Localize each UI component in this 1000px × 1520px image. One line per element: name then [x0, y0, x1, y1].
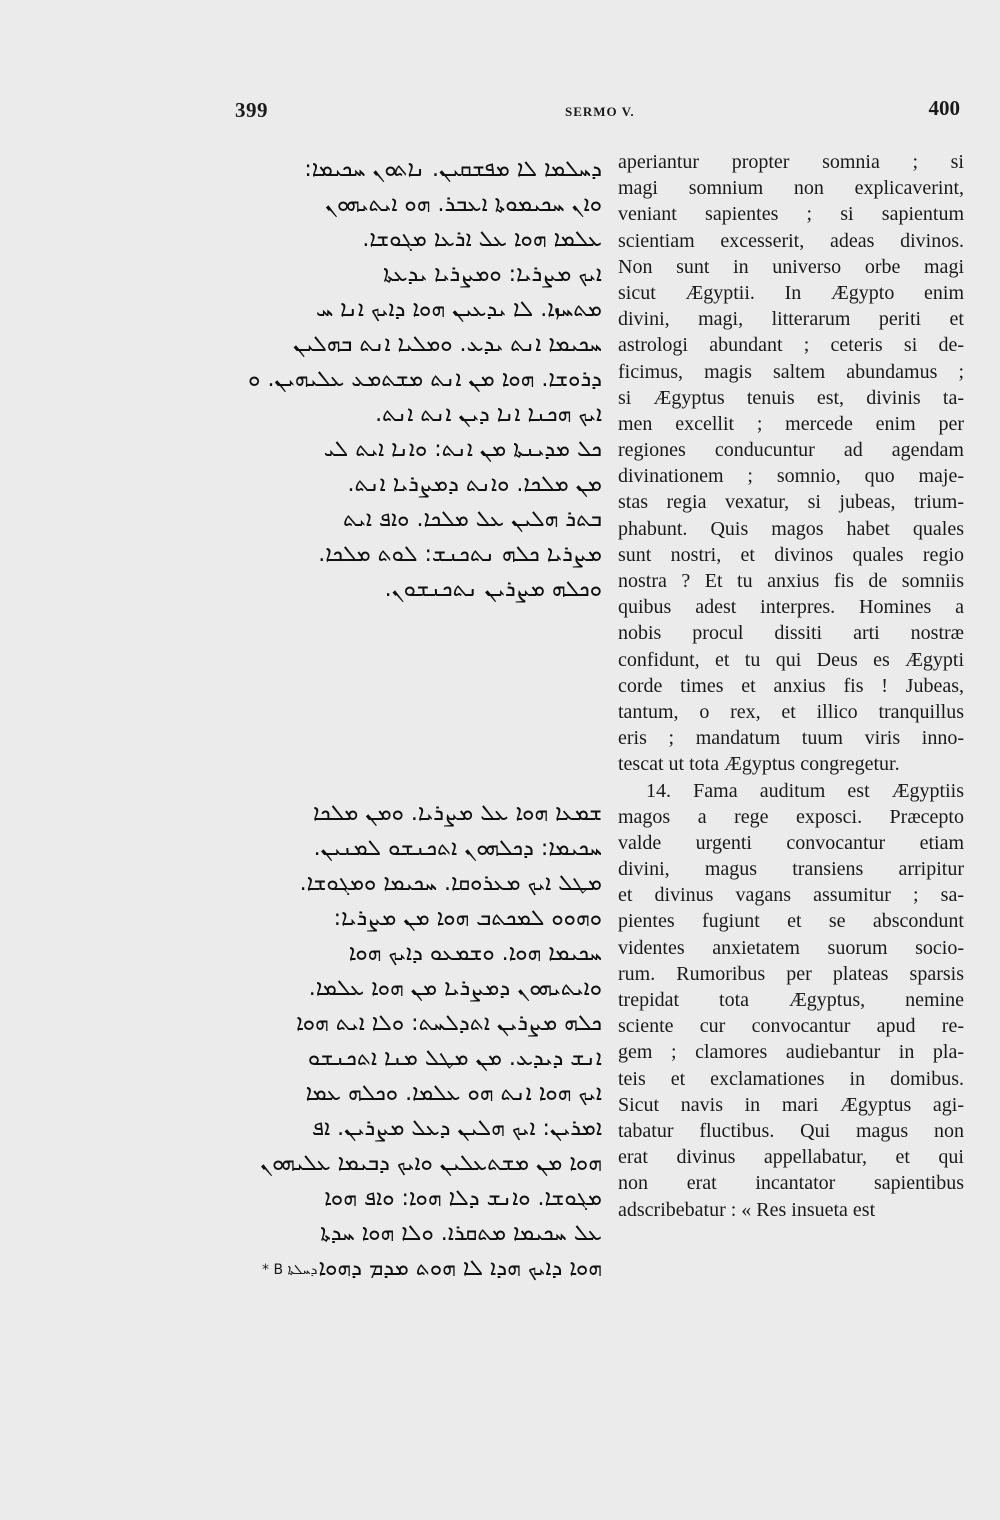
- latin-column: [618, 149, 964, 1223]
- syriac-text-line: ܚܟܝܡܐ: ܕܟܠܗܘܢ ܐܬܟܢܫܘ ܠܡܢܝܢ.: [313, 836, 602, 861]
- syriac-text-line: ܗܘܐ ܕܐܝܟ ܗܕܐ ܠܐ ܗܘܬ ܡܕܡ ܕܗܘܐ: [318, 1256, 602, 1281]
- latin-text-line: divinationem ; somnio, quo maje-: [618, 465, 964, 488]
- latin-text-line: ficimus, magis saltem abundamus ;: [618, 360, 964, 383]
- syriac-text-line: ܒܬܪ ܗܠܝܢ ܥܠ ܡܠܟܐ. ܘܐܦ ܐܝܬ: [342, 507, 602, 532]
- latin-text-line: pientes fugiunt et se abscondunt: [618, 910, 964, 933]
- latin-text-line: quibus adest interpres. Homines a: [618, 596, 964, 619]
- syriac-text-line: ܐܝܟ ܡܨܪܝܐ: ܘܡܨܪܝܐ ܝܕܥܬܐ: [383, 262, 602, 287]
- footnote: * B ܕܚܠܬܐ: [262, 1262, 318, 1278]
- latin-text-line: astrologi abundant ; ceteris si de-: [618, 334, 964, 357]
- syriac-text-line: ܚܟܝܡܐ ܐܢܬ ܝܕܥ. ܘܡܠܝܐ ܐܢܬ ܒܗܠܝܢ: [293, 332, 602, 357]
- latin-text-line: gem ; clamores audiebantur in pla-: [618, 1041, 964, 1064]
- latin-text-line: videntes anxietatem suorum socio-: [618, 936, 964, 959]
- syriac-text-line: ܚܟܝܡܐ ܗܘܐ. ܘܫܡܥܘ ܕܐܝܟ ܗܘܐ: [348, 941, 602, 966]
- latin-text-line: tantum, o rex, et illico tranquillus: [618, 700, 964, 723]
- syriac-text-line: ܐܝܟ ܗܘܐ ܐܢܬ ܗܘ ܥܠܡܐ. ܘܟܠܗ ܥܡܐ: [305, 1081, 602, 1106]
- page-header: [230, 98, 965, 138]
- latin-text-line: non erat incantator sapientibus: [618, 1172, 964, 1195]
- latin-text-line: trepidat tota Ægyptus, nemine: [618, 989, 964, 1011]
- syriac-column-lower: [232, 796, 602, 1286]
- syriac-text-line: ܘܐܝܬܝܗܘܢ ܕܡܨܪܝܐ ܡܢ ܗܘܐ ܥܠܡܐ.: [308, 976, 602, 1001]
- latin-text-line: tabatur fluctibus. Qui magus non: [618, 1119, 964, 1142]
- latin-text-line: stas regia vexatur, si jubeas, trium-: [618, 491, 964, 514]
- syriac-text-line: ܕܚܠܡܐ ܠܐ ܡܦܫܩܝܢ. ܢܐܬܘܢ ܚܟܝܡܐ:: [304, 157, 602, 182]
- latin-text-line: valde urgenti convocantur etiam: [618, 831, 964, 854]
- syriac-text-line: ܟܠܗ ܡܨܪܝܢ ܐܬܕܠܚܬ: ܘܠܐ ܐܝܬ ܗܘܐ: [296, 1011, 602, 1036]
- syriac-text-line: ܡܢ ܡܠܟܐ. ܘܐܢܬ ܕܡܨܪܝܐ ܐܢܬ.: [347, 472, 602, 497]
- latin-text-line: teis et exclamationes in domibus.: [618, 1067, 964, 1090]
- latin-text-line: veniant sapientes ; si sapientum: [618, 203, 964, 226]
- syriac-text-line: ܘܟܠܗ ܡܨܪܝܢ ܢܬܟܢܫܘܢ.: [384, 577, 602, 602]
- latin-text-line: si Ægyptus tenuis est, divinis ta-: [618, 386, 964, 409]
- syriac-text-line: ܘܐܢ ܚܟܝܡܘܬܐ ܐܥܒܪ. ܗܘ ܐܝܬܝܗܘܢ: [324, 192, 602, 217]
- latin-text-line: aperiantur propter somnia ; si: [618, 151, 964, 173]
- syriac-text-line: ܥܠܡܐ ܗܘܐ ܥܠ ܐܪܥܐ ܡܓܘܫܐ.: [362, 227, 602, 252]
- syriac-text-line: ܕܪܘܫܐ. ܗܘܐ ܡܢ ܐܢܬ ܡܫܬܡܥ ܥܠܝܗܝܢ. ܘ: [248, 367, 602, 392]
- syriac-text-line: ܐܡܪܝܢ: ܐܝܟ ܗܠܝܢ ܕܥܠ ܡܨܪܝܢ. ܐܦ: [311, 1116, 602, 1141]
- latin-text-line: Non sunt in universo orbe magi: [618, 255, 964, 278]
- latin-text-line: et divinus vagans assumitur ; sa-: [618, 884, 964, 907]
- latin-text-line: magi somnium non explicaverint,: [618, 177, 964, 200]
- running-title: SERMO V.: [565, 104, 635, 119]
- latin-text-line: phabunt. Quis magos habet quales: [618, 517, 964, 540]
- latin-text-line: regiones conducuntur ad agendam: [618, 439, 964, 462]
- latin-text-line: sunt nostri, et divinos quales regio: [618, 543, 964, 566]
- syriac-text-line: ܗܘܐ ܡܢ ܡܫܬܥܠܝܢ ܘܐܝܟ ܕܒܝܡܐ ܥܠܝܗܘܢ: [260, 1151, 602, 1176]
- latin-text-line: divini, magi, litterarum periti et: [618, 308, 964, 331]
- syriac-text-line: ܡܛܠ ܐܝܟ ܡܥܪܘܩܐ. ܚܟܝܡܐ ܘܡܓܘܫܐ.: [299, 871, 602, 896]
- latin-text-line: nobis procul dissiti arti nostræ: [618, 622, 964, 645]
- latin-text-line: erat divinus appellabatur, et qui: [618, 1146, 964, 1169]
- syriac-text-line: ܥܠ ܚܟܝܡܐ ܡܬܩܪܐ. ܘܠܐ ܗܘܐ ܚܕܬܐ: [320, 1221, 602, 1246]
- latin-text-line: adscribebatur : « Res insueta est: [618, 1198, 876, 1221]
- page-number-left: 399: [235, 98, 268, 122]
- latin-text-line: corde times et anxius fis ! Jubeas,: [618, 674, 964, 697]
- syriac-text-line: ܡܨܪܝܐ ܟܠܗ ܢܬܟܢܫ: ܠܘܬ ܡܠܟܐ.: [318, 542, 602, 567]
- syriac-text-line: ܡܬܚܙܐ. ܠܐ ܝܕܥܝܢ ܗܘܐ ܕܐܝܟ ܐܢܐ ܚ: [315, 297, 602, 322]
- latin-text-line: sicut Ægyptii. In Ægypto enim: [618, 281, 964, 304]
- latin-text-line: Sicut navis in mari Ægyptus agi-: [618, 1093, 964, 1116]
- latin-text-line: sciente cur convocantur apud re-: [618, 1015, 964, 1038]
- latin-text-line: rum. Rumoribus per plateas sparsis: [618, 962, 964, 985]
- syriac-text-line: ܡܓܘܫܐ. ܘܐܢܫ ܕܠܐ ܗܘܐ: ܘܐܦ ܗܘܐ: [324, 1186, 602, 1211]
- latin-text-line: scientiam excesserit, adeas divinos.: [618, 229, 964, 252]
- latin-text-line: eris ; mandatum tuum viris inno-: [618, 727, 964, 750]
- syriac-column-upper: [232, 152, 602, 607]
- syriac-text-line: ܟܠ ܡܕܝܢܬܐ ܡܢ ܐܢܬ: ܘܐܢܐ ܐܝܬ ܠܝ: [323, 437, 602, 462]
- page-number-right: 400: [928, 96, 960, 120]
- latin-text-line: nostra ? Et tu anxius fis de somniis: [618, 570, 964, 592]
- latin-text-line: magos a rege exposci. Præcepto: [618, 805, 964, 828]
- latin-text-line: men excellit ; mercede enim per: [618, 412, 964, 435]
- latin-text-line: tescat ut tota Ægyptus congregetur.: [618, 753, 900, 776]
- latin-text-line: 14. Fama auditum est Ægyptiis: [646, 779, 964, 802]
- syriac-text-line: ܐܝܟ ܗܟܢܐ ܐܢܐ ܕܝܢ ܐܢܬ ܐܢܬ.: [375, 402, 602, 427]
- syriac-text-line: ܘܗܘܘ ܠܡܟܬܒ ܗܘܐ ܡܢ ܡܨܪܝܐ:: [333, 906, 602, 931]
- latin-text-line: confidunt, et tu qui Deus es Ægypti: [618, 648, 964, 671]
- syriac-text-line: ܫܡܥܐ ܗܘܐ ܥܠ ܡܨܪܝܐ. ܘܡܢ ܡܠܟܐ: [313, 801, 602, 826]
- latin-text-line: divini, magus transiens arripitur: [618, 858, 964, 881]
- syriac-text-line: ܐܢܫ ܕܝܕܥ. ܡܢ ܡܛܠ ܡܢܐ ܐܬܟܢܫܘ: [307, 1046, 602, 1071]
